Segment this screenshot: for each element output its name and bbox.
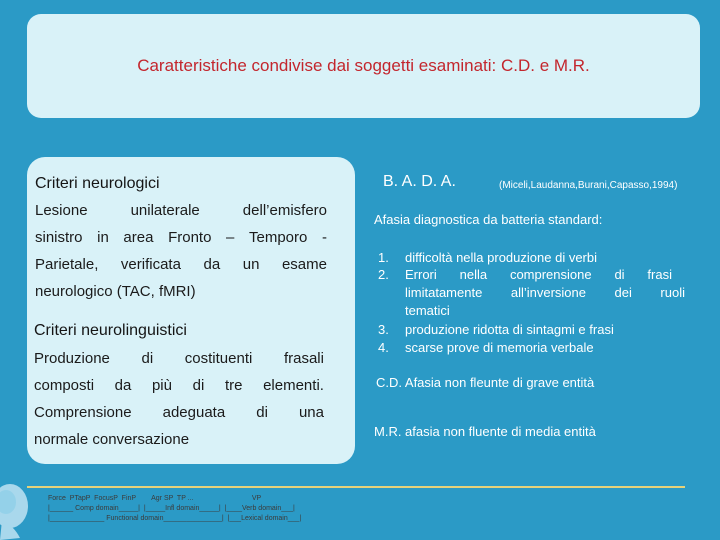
footer-line-1: Force PTapP FocusP FinP Agr SP TP ... VP bbox=[48, 495, 262, 502]
item-2-num: 2. bbox=[378, 267, 389, 282]
item-4-num: 4. bbox=[378, 340, 389, 355]
slide-title: Caratteristiche condivise dai soggetti esaminati: C.D. e M.R. bbox=[137, 56, 590, 75]
item-2-cont: limitatamente all’inversione dei ruoli bbox=[405, 285, 685, 300]
item-2-cont2: tematici bbox=[405, 303, 450, 318]
ling-line-3: Comprensione adeguata di una bbox=[34, 404, 324, 421]
ling-heading: Criteri neurolinguistici bbox=[34, 322, 187, 339]
item-4-text: scarse prove di memoria verbale bbox=[405, 340, 594, 355]
head-icon bbox=[0, 476, 30, 540]
item-2-text: Errori nella comprensione di frasi bbox=[405, 267, 672, 282]
item-1-text: difficoltà nella produzione di verbi bbox=[405, 250, 597, 265]
neuro-line-2: sinistro in area Fronto – Temporo - bbox=[35, 229, 327, 246]
criteria-box bbox=[27, 157, 355, 464]
footer-line-2: |______ Comp domain_____| |_____Infl domain_____| |____Verb domain___| bbox=[48, 505, 295, 512]
neuro-line-3: Parietale, verificata da un esame bbox=[35, 256, 327, 273]
afasia-diagnostica: Afasia diagnostica da batteria standard: bbox=[374, 212, 603, 227]
item-1-num: 1. bbox=[378, 250, 389, 265]
neuro-line-4: neurologico (TAC, fMRI) bbox=[35, 283, 196, 300]
neuro-line-1: Lesione unilaterale dell’emisfero bbox=[35, 202, 327, 219]
ling-line-2: composti da più di tre elementi. bbox=[34, 377, 324, 394]
item-3-num: 3. bbox=[378, 322, 389, 337]
citation: (Miceli,Laudanna,Burani,Capasso,1994) bbox=[499, 180, 678, 191]
ling-line-1: Produzione di costituenti frasali bbox=[34, 350, 324, 367]
cd-diagnosis: C.D. Afasia non fleunte di grave entità bbox=[376, 375, 595, 390]
title-box bbox=[27, 14, 700, 118]
ling-line-4: normale conversazione bbox=[34, 431, 190, 448]
bada-heading: B. A. D. A. bbox=[383, 173, 456, 190]
divider bbox=[27, 486, 685, 488]
item-3-text: produzione ridotta di sintagmi e frasi bbox=[405, 322, 614, 337]
neuro-heading: Criteri neurologici bbox=[35, 175, 160, 192]
mr-diagnosis: M.R. afasia non fluente di media entità bbox=[374, 424, 596, 439]
footer-line-3: |______________ Functional domain_______________| |___Lexical domain___| bbox=[48, 515, 302, 522]
